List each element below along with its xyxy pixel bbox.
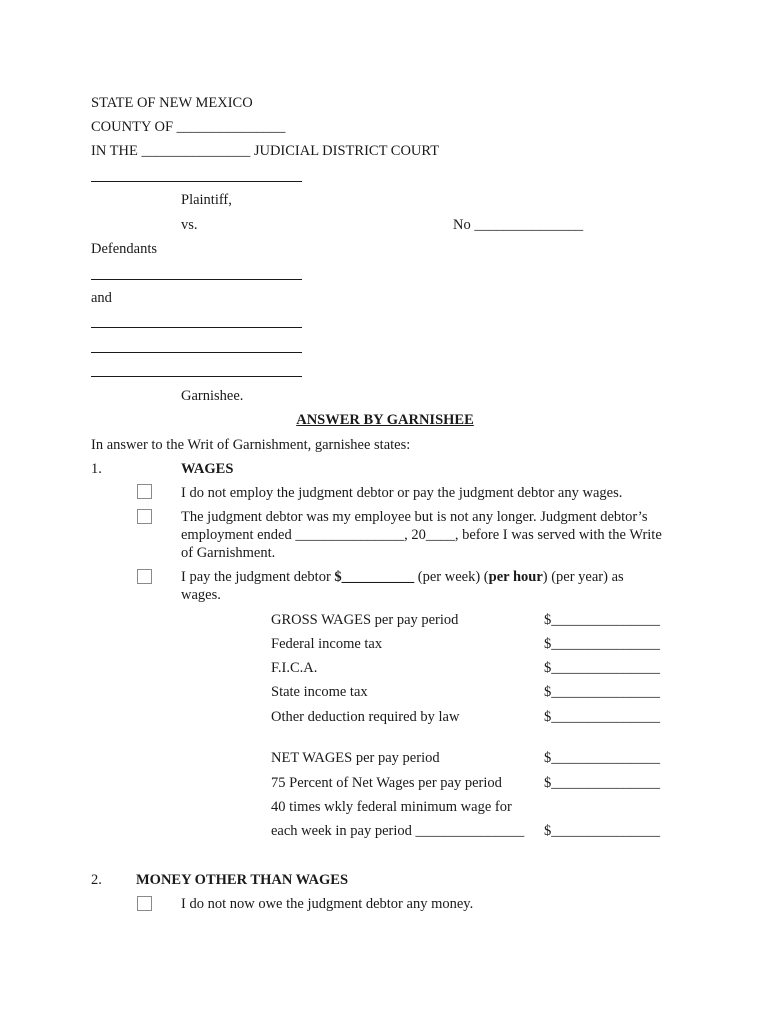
former-employee-checkbox[interactable] [137, 509, 152, 524]
section-1-number: 1. [91, 461, 102, 477]
wage-row-label: NET WAGES per pay period [271, 750, 440, 766]
current-wages-text [181, 568, 651, 604]
current-wages-checkbox[interactable] [137, 569, 152, 584]
wage-row-amount[interactable]: $_______________ [544, 636, 660, 652]
garnishee-name-line-3[interactable] [91, 376, 302, 377]
wage-row-amount[interactable]: $_______________ [544, 709, 660, 725]
wage-row-label: Federal income tax [271, 636, 383, 652]
case-number: No _______________ [453, 217, 584, 233]
wage-amount-field[interactable]: $__________ [334, 569, 415, 585]
wage-row-label: State income tax [271, 684, 368, 700]
wage-row-label: 75 Percent of Net Wages per pay period [271, 775, 502, 791]
section-2-number: 2. [91, 872, 102, 888]
wage-row-amount[interactable]: $_______________ [544, 660, 660, 676]
and-label: and [91, 290, 112, 306]
section-2-heading: MONEY OTHER THAN WAGES [136, 872, 349, 888]
wage-row-label: GROSS WAGES per pay period [271, 612, 459, 628]
no-money-owed-text: I do not now owe the judgment debtor any money. [181, 896, 474, 912]
per-hour-option: per hour [488, 569, 543, 585]
wage-row-label: F.I.C.A. [271, 660, 318, 676]
document-title: ANSWER BY GARNISHEE [296, 412, 474, 428]
wage-row-amount[interactable]: $_______________ [544, 750, 660, 766]
wage-row-label: Other deduction required by law [271, 709, 460, 725]
current-wages-text-prefix: I pay the judgment debtor [181, 569, 335, 585]
no-employment-checkbox[interactable] [137, 484, 152, 499]
garnishee-label: Garnishee. [181, 388, 244, 404]
defendant-name-line[interactable] [91, 279, 302, 280]
plaintiff-name-line[interactable] [91, 181, 302, 182]
wage-row-amount[interactable]: $_______________ [544, 775, 660, 791]
defendants-label: Defendants [91, 241, 158, 257]
intro-text: In answer to the Writ of Garnishment, garnishee states: [91, 437, 411, 453]
no-employment-text: I do not employ the judgment debtor or pay the judgment debtor any wages. [181, 485, 623, 501]
court-line: IN THE _______________ JUDICIAL DISTRICT COURT [91, 143, 440, 159]
wage-row-amount[interactable]: $_______________ [544, 684, 660, 700]
current-wages-text-mid: (per week) ( [414, 569, 489, 585]
plaintiff-label: Plaintiff, [181, 192, 232, 208]
county-line: COUNTY OF _______________ [91, 119, 286, 135]
wage-row-amount[interactable]: $_______________ [544, 612, 660, 628]
no-money-owed-checkbox[interactable] [137, 896, 152, 911]
garnishee-name-line-2[interactable] [91, 352, 302, 353]
wage-row-amount[interactable]: $_______________ [544, 823, 660, 839]
section-1-heading: WAGES [181, 461, 234, 477]
current-wages-text-suffix: ) (per year) as wages. [181, 569, 624, 603]
wage-row-label: each week in pay period _______________ [271, 823, 525, 839]
state-heading: STATE OF NEW MEXICO [91, 95, 253, 111]
wage-row-label: 40 times wkly federal minimum wage for [271, 799, 512, 815]
garnishee-name-line-1[interactable] [91, 327, 302, 328]
former-employee-text: The judgment debtor was my employee but is not any longer. Judgment debtor’s employment ended _______________, 20____, before I was served with the Write of Garnishment. [181, 509, 662, 561]
vs-label: vs. [181, 217, 198, 233]
